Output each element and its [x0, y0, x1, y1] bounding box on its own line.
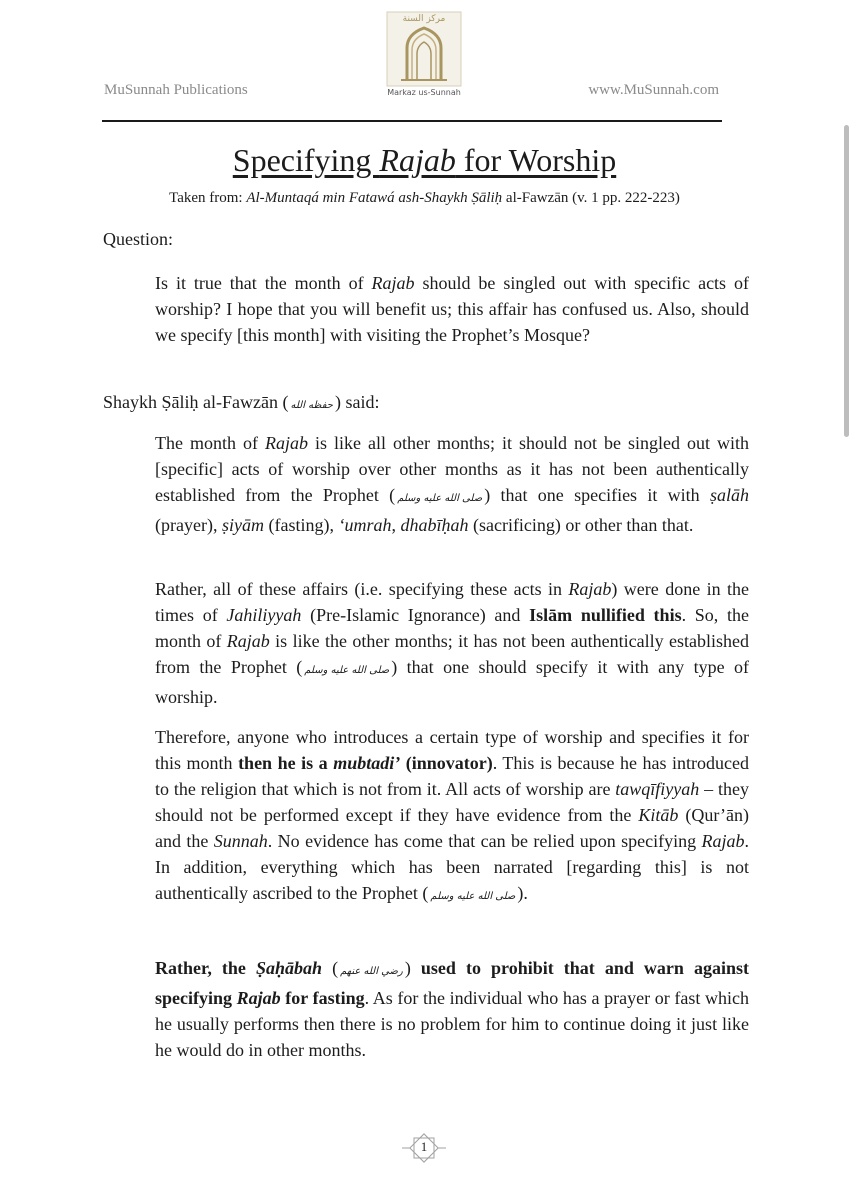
page-title: Specifying Rajab for Worship: [232, 142, 617, 178]
companions-honorific-glyph: رضي الله عنهم: [340, 966, 403, 977]
header-publisher: MuSunnah Publications: [104, 82, 248, 98]
honorific-glyph: حفظه الله: [290, 400, 333, 411]
logo-arabic: مركز السنة: [402, 14, 446, 24]
logo-caption: Markaz us-Sunnah: [387, 88, 461, 97]
answer-label: Shaykh Ṣāliḥ al-Fawzān ( حفظه الله ) said:: [103, 392, 380, 412]
answer-paragraph-3: Therefore, anyone who introduces a certain type of worship and specifies it for this month then he is a mubtadi’ (innovator). This is because he has introduced to the religion that which is not from it. All acts of worship are tawqīfiyyah – they should not be performed except if they have evidence from the Kitāb (Qur’ān) and the Sunnah. No evidence has come that can be relied upon specifying Rajab. In addition, everything which has been narrated [regarding this] is not authentically ascribed to the Prophet ( صلى الله عليه وسلم ).: [155, 724, 749, 910]
answer-paragraph-1: The month of Rajab is like all other months; it should not be singled out with [specific] acts of worship over other months as it has not been authentically established from the Prophet ( صلى الله عليه وسلم ) that one specifies it with ṣalāh (prayer), ṣiyām (fasting), ‘umrah, dhabīḥah (sacrificing) or other than that.: [155, 433, 750, 535]
salutation-glyph: صلى الله عليه وسلم: [304, 665, 390, 676]
answer-paragraph-2: Rather, all of these affairs (i.e. specifying these acts in Rajab) were done in the times of Jahiliyyah (Pre-Islamic Ignorance) and Islām nullified this. So, the month of Rajab is like the other months; it has not been authentically established from the Prophet ( صلى الله عليه وسلم ) that one should specify it with any type of worship.: [155, 579, 750, 707]
answer-paragraph-4: Rather, the Ṣaḥābah ( رضي الله عنهم ) used to prohibit that and warn against specifying Rajab for fasting. As for the individual who has a prayer or fast which he usually performs then there is no problem for him to continue doing it just like he would do in other months.: [155, 958, 749, 1060]
header-website[interactable]: www.MuSunnah.com: [588, 82, 719, 98]
salutation-glyph: صلى الله عليه وسلم: [430, 891, 516, 902]
salutation-glyph: صلى الله عليه وسلم: [397, 493, 483, 504]
header-divider: [102, 120, 722, 122]
source-citation: Taken from: Al-Muntaqá min Fatawá ash-Shaykh Ṣāliḥ al-Fawzān (v. 1 pp. 222-223): [169, 190, 680, 206]
page-number: 1: [420, 1139, 428, 1154]
question-text: Is it true that the month of Rajab should be singled out with specific acts of worship? I hope that you will benefit us; this affair has confused us. Also, should we specify [this month] with visiting the Prophet’s Mosque?: [155, 273, 749, 345]
markaz-logo: [379, 10, 469, 102]
question-label: Question:: [103, 229, 173, 249]
